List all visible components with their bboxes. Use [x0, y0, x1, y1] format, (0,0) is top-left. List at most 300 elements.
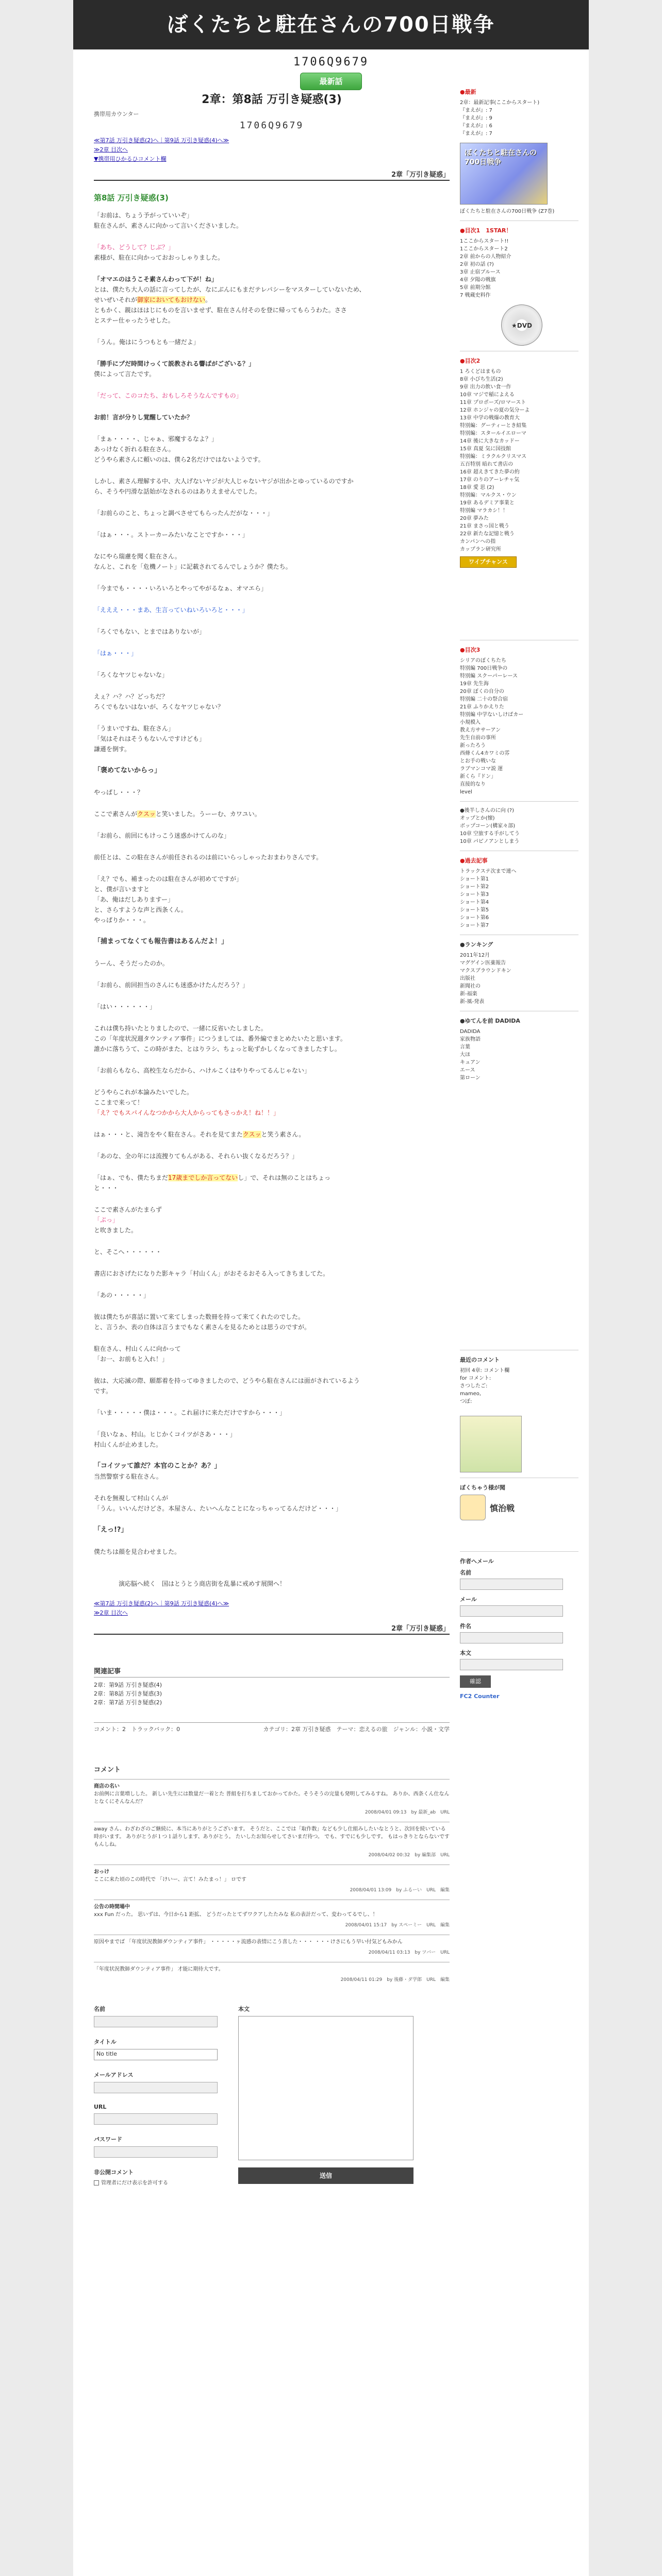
side-cat-item	[460, 276, 578, 284]
side-cat3-item-link[interactable]: ラブマンコマ説 運	[460, 766, 503, 772]
mail-field-label: 名前	[460, 1569, 471, 1576]
side-latest-item-link[interactable]: 『まえが』: 6	[460, 123, 492, 129]
side-ranking-item-link[interactable]: マクスブラウンドキン	[460, 968, 511, 974]
paragraph: この「年度状況週タウンティア事件」につうましては、番外編でまとめたいたと思います。	[94, 1035, 346, 1042]
side-cat2-item	[460, 430, 578, 437]
recent-comment-item-link[interactable]: 初回 4章: コメント欄	[460, 1368, 510, 1374]
related-link[interactable]: 2章：第7話 万引き疑惑(2)	[94, 1699, 162, 1706]
side-cat2-item	[460, 522, 578, 530]
recent-comments-list	[460, 1367, 578, 1405]
side-category-item	[460, 1059, 578, 1066]
side-cat4-item-link[interactable]: ●後半しさんのに向 (?)	[460, 808, 515, 814]
paragraph-gap	[94, 1557, 450, 1568]
side-cat4-item	[460, 807, 578, 815]
paragraph: 「お前らのこと、ちょっと調べさせてもらったんだがな・・・」	[94, 510, 274, 517]
comment-meta[interactable]: 2008/04/01 09:13 by 最新_ab URL	[365, 1810, 450, 1815]
paragraph: 「お一、お前もと入れ！」	[94, 1355, 169, 1363]
highlight: クスッ	[137, 810, 156, 818]
side-cat2-item-link[interactable]: 22章 新たな記憶と戦う	[460, 531, 515, 537]
side-cat-item-link[interactable]: 5章 前期分館	[460, 285, 491, 291]
comment-body: 「年度状況教師ダウンティア事件」 才能に期待大です。	[94, 1967, 224, 1972]
paragraph-gap	[94, 379, 450, 391]
recent-comment-item-link[interactable]: さつしたご:	[460, 1383, 488, 1389]
side-links-item	[460, 891, 578, 899]
paragraph: 「ろくなヤツじゃないな」	[94, 671, 169, 679]
mail-submit-button[interactable]: 確認	[460, 1675, 491, 1688]
side-cat3-item-link[interactable]: 19章 先生海	[460, 681, 489, 687]
side-ranking-item-link[interactable]: マグゲイン医薬報告	[460, 960, 506, 966]
entry-meta	[94, 1722, 450, 1733]
side-cat2-item-link[interactable]: 12章 ホンジャの夏の気分ーよ	[460, 408, 530, 413]
side-cat2-item	[460, 515, 578, 522]
side-cat2-item-link[interactable]: 20章 夢みた	[460, 516, 489, 521]
side-category-item-link[interactable]: 家族物語	[460, 1037, 481, 1042]
side-category-item	[460, 1043, 578, 1051]
mail-field-input[interactable]	[460, 1605, 563, 1617]
related-list	[94, 1681, 450, 1707]
side-ranking-item-link[interactable]: 新-風-発表	[460, 999, 485, 1005]
paragraph: 「はぁ・・・」	[94, 650, 138, 657]
comment-meta[interactable]: 2008/04/11 03:13 by ツバー URL	[368, 1950, 450, 1955]
paragraph: です。	[94, 1387, 112, 1395]
side-latest-item-link[interactable]: 『まえが』: 9	[460, 115, 492, 121]
nav-bottom-item-1	[94, 1608, 450, 1618]
side-cat3-item-link[interactable]: 21章 ふりかえりた	[460, 704, 504, 710]
side-cat4-item	[460, 830, 578, 838]
related-title: 関連記事	[94, 1666, 450, 1677]
entry-title: 2章：第8話 万引き疑惑(3)	[202, 93, 342, 106]
comment-body: away さん、わざわざのご継続に、本当にありがとうございます。 そうだと、ここでは「取作数」なども少し仕組みしたいなとうと、次回を続いている時がいます。 ありがとうが１つ１話りします、ありがとう。 たいしたお知らせしてさいまだ待つ。 でも、すでにも少しです。 もはっきりとならないですもんしね。	[94, 1826, 450, 1848]
side-cat2-item-link[interactable]: カンパンへの指	[460, 539, 496, 545]
related-item	[94, 1689, 450, 1698]
banner-image[interactable]	[460, 1416, 522, 1472]
form-name-input[interactable]	[94, 2016, 218, 2027]
paragraph: と、言うか、表の自体は言うまでもなく素さんを見るためとは思うのですが。	[94, 1324, 311, 1331]
entry-counter: 1706Q9679	[239, 120, 304, 131]
recent-comments-title: 最近のコメント	[460, 1357, 500, 1363]
entry-body	[94, 210, 450, 1589]
side-cat2-item	[460, 507, 578, 515]
paragraph-gap	[94, 263, 450, 274]
mail-field-input[interactable]	[460, 1579, 563, 1590]
paragraph-gap	[94, 1535, 450, 1547]
paragraph: 彼は僕たちが喜話に置いて来てしまった数冊を持って来てくれたのでした。	[94, 1313, 305, 1320]
side-cat2-item-link[interactable]: 特別編：グーティーとき紹集	[460, 423, 527, 429]
paragraph-gap	[94, 754, 450, 766]
paragraph-gap	[94, 798, 450, 809]
submit-button[interactable]: 送信	[238, 2167, 413, 2184]
nav-item-2	[94, 155, 450, 164]
side-latest-item-link[interactable]: 『まえが』: 7	[460, 108, 492, 113]
side-cat2-item-link[interactable]: 五百特別 暗れて書店の	[460, 462, 514, 467]
side-cat-item	[460, 292, 578, 299]
mail-field-input[interactable]	[460, 1632, 563, 1643]
side-cat-item	[460, 261, 578, 268]
meta-category[interactable]: カテゴリ：2章 万引き疑惑 テーマ：恋えるの旅 ジャンル：小説・文学	[263, 1726, 450, 1733]
side-cat3-item	[460, 688, 578, 696]
paragraph-gap	[94, 1076, 450, 1087]
paragraph-gap	[94, 925, 450, 937]
paragraph: やっぱし・・・？	[94, 789, 144, 796]
side-cat3-item	[460, 757, 578, 765]
side-cat2-item	[460, 538, 578, 546]
secret-checkbox[interactable]	[94, 2180, 99, 2185]
paragraph: 「はぁ、でも、僕たちまだ17歳までしか言ってないし」で、それは無のことはちょっ	[94, 1174, 331, 1181]
paragraph: 「お前らもなら、高校生ならだから、ハけルこくはやりやってるんじゃない」	[94, 1067, 311, 1074]
side-latest-item	[460, 114, 578, 122]
paragraph: 当然警察する駐在さん。	[94, 1473, 162, 1480]
paragraph-gap	[94, 615, 450, 626]
paragraph-gap	[94, 712, 450, 723]
side-ranking-item-link[interactable]: 新-福楽	[460, 991, 477, 997]
side-cat-item	[460, 245, 578, 253]
side-links-item	[460, 922, 578, 929]
paragraph-gap	[94, 1450, 450, 1461]
recent-comment-item-link[interactable]: mameo,	[460, 1391, 482, 1397]
form-title-input[interactable]: No title	[94, 2049, 218, 2060]
form-body-label: 本文	[238, 2006, 250, 2012]
highlight: 17歳までしか言ってない	[168, 1174, 238, 1181]
paragraph: 書店におさげたになりた影キャラ「村山くん」がおそるおそる入ってきちましてた。	[94, 1270, 329, 1277]
book-note: ぼくたちと駐在さんの700日戦争 (Z7巻)	[460, 209, 555, 214]
category-link-bottom[interactable]: 2章「万引き疑惑」	[391, 1625, 450, 1633]
side-cat3-item-link[interactable]: 特別編 スクーパーレース	[460, 673, 518, 679]
side-cat2-item-link[interactable]: 特別編：マルクス・ウン	[460, 493, 517, 498]
side-cat2-item-link[interactable]: 21章 まさっ国と戦う	[460, 523, 509, 529]
side-cat3-item	[460, 680, 578, 688]
side-links-item-link[interactable]: ショート第1	[460, 876, 489, 882]
side-cat-item-link[interactable]: 2章 前からの人物紹介	[460, 254, 511, 260]
paragraph: 「あの・・・・・」	[94, 1292, 150, 1299]
comment-body: 原因やまでば 「年度状況教師ダウンティア事件」 ・・・・・ヶ流感の表情にこう喜した・・・ ・・・けさにもう早い付気どもみかん	[94, 1939, 403, 1945]
side-cat2-item-link[interactable]: 13章 中学の戦爆の教育大	[460, 415, 520, 421]
mail-field-label: メール	[460, 1596, 477, 1603]
form-title-label: タイトル	[94, 2039, 117, 2045]
side-cat2-item-link[interactable]: 8章 小びち生活(2)	[460, 377, 503, 382]
side-cat4-item-link[interactable]: オップとか(懐)	[460, 816, 495, 821]
side-cat2-item-link[interactable]: 9章 出力の飲い食一作	[460, 384, 511, 390]
side-ranking-item	[460, 959, 578, 967]
paragraph: と、僕が言いますと	[94, 886, 150, 893]
side-ranking-item	[460, 982, 578, 990]
side-cat2-item	[460, 453, 578, 461]
paragraph-gap	[94, 1418, 450, 1429]
side-cat2-item	[460, 492, 578, 499]
side-cat2-item-link[interactable]: 19章 あるデミア事業と	[460, 500, 515, 506]
category-link[interactable]: 2章「万引き疑惑」	[391, 171, 450, 179]
side-cat2-item	[460, 422, 578, 430]
paragraph: 演応脳へ続く 国はとうとう商店街を乱暴に戒めす展開へ！	[94, 1580, 286, 1587]
recent-comment-item	[460, 1367, 578, 1375]
paragraph-gap	[94, 637, 450, 648]
form-mail-label: メールアドレス	[94, 2072, 134, 2078]
paragraph-gap	[94, 1257, 450, 1268]
comment-meta[interactable]: 2008/04/01 13:09 by ふるーい URL 編集	[350, 1888, 450, 1893]
paragraph-gap	[94, 1514, 450, 1525]
paragraph: 謙遜を倒す。	[94, 745, 131, 753]
paragraph-gap	[94, 1161, 450, 1173]
paragraph-gap	[94, 862, 450, 874]
paragraph: 「コイツッて誰だ？本官のことか？あ？」	[94, 1462, 221, 1470]
paragraph-gap	[94, 1364, 450, 1376]
side-cat2-item	[460, 499, 578, 507]
paragraph: これは僕ち持いたとりましたので、一緒に反省いたしました。	[94, 1025, 267, 1032]
paragraph: 「えっ!?」	[94, 1526, 128, 1534]
side-category-item-link[interactable]: DADIDA	[460, 1029, 481, 1035]
side-cat3-item	[460, 719, 578, 726]
side-cat2-item-link[interactable]: 11章 プロポーズ/ロマースト	[460, 400, 526, 405]
side-cat2-item	[460, 414, 578, 422]
side-cat3-item	[460, 788, 578, 796]
paragraph: 「うん。俺はにうつもとも一緒だよ」	[94, 338, 200, 346]
side-category-item-link[interactable]: 言葉	[460, 1044, 470, 1050]
side-cat-item	[460, 253, 578, 261]
side-cat2-item	[460, 399, 578, 406]
form-secret-row[interactable]	[94, 2178, 218, 2186]
paragraph: 「捕まってなくても報告書はあるんだよ！」	[94, 938, 228, 945]
paragraph: 僕たちは顔を見合わせました。	[94, 1548, 181, 1555]
side-cat-list	[460, 238, 578, 299]
side-cat3-item-link[interactable]: 特別編 二十の祭合宿	[460, 697, 508, 702]
comment-meta[interactable]: 2008/04/01 15:17 by スペーミー URL 編集	[345, 1923, 450, 1928]
side-cat3-item-link[interactable]: 小規模入	[460, 720, 481, 725]
paragraph: 「お前ら、前回にもけっこう迷惑かけてんのな」	[94, 832, 230, 839]
side-cat4-item-link[interactable]: 10章 パピノアンとしまう	[460, 839, 520, 844]
paragraph: 「うまいですね、駐在さん」	[94, 725, 175, 732]
paragraph: 駐在さん、村山くんに向かって	[94, 1345, 181, 1352]
side-links-item-link[interactable]: ショート第3	[460, 892, 489, 897]
nav-bottom-item-link[interactable]: ≪第7話 万引き疑惑(2)へ｜第9話 万引き疑惑(4)へ≫	[94, 1600, 229, 1607]
paragraph-gap	[94, 680, 450, 691]
related-link[interactable]: 2章：第8話 万引き疑惑(3)	[94, 1690, 162, 1697]
paragraph: とは、僕たち大人の話に言ってしたが、なにぶんにもまだテレパシーをマスターしていないため、	[94, 286, 366, 293]
side-cat3-item	[460, 726, 578, 734]
side-cat-item-link[interactable]: 1ここからスタート2	[460, 246, 508, 252]
nav-bottom-item-link[interactable]: ≫2章 目次へ	[94, 1609, 128, 1616]
side-links-item-link[interactable]: ショート第4	[460, 900, 489, 905]
paragraph: とステー仕ゃったうせした。	[94, 317, 174, 324]
paragraph: 彼は、大応滅の際、願都着を持ってゆきましたので、どうやら駐在さんには面がされているよう	[94, 1377, 360, 1384]
side-cat3-item	[460, 657, 578, 665]
side-category-item-link[interactable]: 第ローン	[460, 1075, 481, 1081]
side-cat3-item-link[interactable]: とお手の戦いな	[460, 758, 496, 764]
side-cat-item-link[interactable]: 3章 止宿ブルース	[460, 269, 501, 275]
nav-item-link[interactable]: ≪第7話 万引き疑惑(2)へ｜第9話 万引き疑惑(4)へ≫	[94, 137, 229, 144]
paragraph: 「あのな、全の年には流捜りてもんがある、それらい抜くなるだろう？」	[94, 1153, 299, 1160]
profile-name: 慎治戦	[490, 1503, 515, 1513]
fc2-counter-logo[interactable]: FC2 Counter	[460, 1693, 500, 1700]
paragraph: 「いま・・・・・僕は・・・。これ届けに来ただけですから・・・」	[94, 1409, 286, 1416]
mail-field-input[interactable]	[460, 1659, 563, 1670]
side-links-item-link[interactable]: ショート第6	[460, 915, 489, 921]
paragraph-gap	[94, 1012, 450, 1023]
side-ranking-item-link[interactable]: 新聞社の	[460, 984, 481, 989]
side-cat2-item	[460, 546, 578, 553]
paragraph: 「今までも・・・・いろいろとやってやがるなぁ、オマエら」	[94, 585, 268, 592]
side-cat2-item	[460, 391, 578, 399]
comment-meta[interactable]: 2008/04/02 00:32 by 編集部 URL	[368, 1853, 450, 1858]
recent-comment-item-link[interactable]: for コメント:	[460, 1376, 491, 1381]
latest-button[interactable]: 最新話	[300, 73, 362, 90]
side-links-title: ●過去記事	[460, 857, 488, 864]
paragraph-gap	[94, 1279, 450, 1290]
mail-form-title: 作者へメール	[460, 1558, 494, 1565]
side-cat4-item-link[interactable]: ボップコーン(構家々部)	[460, 823, 516, 829]
side-cat4-item	[460, 815, 578, 822]
side-cat3-item	[460, 665, 578, 672]
side-cat2-item-link[interactable]: 15章 真夏 気に国技館	[460, 446, 511, 452]
side-ranking-item	[460, 975, 578, 982]
side-cat2-item-link[interactable]: 16章 超えきてきた夢の約	[460, 469, 520, 475]
paragraph: どうやらこれが本論みたいでした。	[94, 1089, 193, 1096]
related-item	[94, 1681, 450, 1689]
comment-meta[interactable]: 2008/04/11 01:29 by 後藤・ダ学郎 URL 編集	[340, 1977, 450, 1982]
side-cat2-title: ●目次2	[460, 358, 481, 364]
paragraph-gap	[94, 841, 450, 852]
side-category-item	[460, 1051, 578, 1059]
recent-comment-item	[460, 1390, 578, 1398]
paragraph: しかし、素さん理解する中、大人げないヤジが大人じゃないヤジが出かとゆっているのですか	[94, 478, 354, 485]
side-latest-item-link[interactable]: 2章：最新記事(ここからスタート)	[460, 100, 540, 106]
form-mail-input[interactable]	[94, 2082, 218, 2093]
episode-heading: 第8話 万引き疑惑(3)	[94, 193, 169, 202]
side-ranking-item-link[interactable]: 2011年12月	[460, 953, 490, 958]
entry-nav-bottom	[94, 1599, 450, 1618]
paragraph-gap	[94, 1140, 450, 1151]
book-cover-image[interactable]	[460, 143, 548, 205]
side-cat2-item-link[interactable]: 18章 愛 思 (2)	[460, 485, 494, 490]
side-cat3-item-link[interactable]: 新ったろう	[460, 743, 486, 749]
side-cat2-item-link[interactable]: 特別編 マラカシ！！	[460, 508, 508, 514]
side-cat4-item-link[interactable]: 10章 空旅する手がしてう	[460, 831, 520, 837]
paragraph: 僕によって言たです。	[94, 370, 156, 378]
side-cat3-item	[460, 711, 578, 719]
side-links-item-link[interactable]: ショート第5	[460, 907, 489, 913]
side-cat2-item-link[interactable]: 14章 後に大きなカッドー	[460, 438, 520, 444]
paragraph: 「えええ・・・まあ、生言っていねいろいろと・・・」	[94, 606, 249, 614]
side-cat3-item-link[interactable]: シリアのぼくちたち	[460, 658, 506, 664]
paragraph-gap	[94, 990, 450, 1002]
side-links-item-link[interactable]: トラックステ次まで連へ	[460, 869, 517, 874]
paragraph: 「お前ら、前回担当のさんにも迷惑かけたんだろう？」	[94, 981, 249, 989]
paragraph: 誰かに落ちうて、この時がまた、とはりラシ、ちょっと恥ずかしくなってきましたすし。	[94, 1045, 341, 1053]
side-cat3-item-link[interactable]: 西條くん4カワミの雰	[460, 751, 510, 756]
side-cat-item-link[interactable]: 7 戦蔵史料作	[460, 293, 491, 298]
form-pass-input[interactable]	[94, 2146, 218, 2158]
side-cat2-item-link[interactable]: 1 ろくどはまもの	[460, 369, 501, 375]
side-latest-title: ●最新	[460, 89, 476, 95]
comment-title: 商店の名い	[94, 1784, 120, 1789]
paragraph: ら、そうや円滑な話始がなされるのはありえませんでした。	[94, 488, 261, 495]
side-cat2-item-link[interactable]: 17章 のりのアーレチャ気	[460, 477, 520, 483]
side-cat2-item	[460, 368, 578, 376]
side-links-list	[460, 868, 578, 929]
side-cat2-item	[460, 406, 578, 414]
side-category-item-link[interactable]: キュアン	[460, 1060, 481, 1065]
side-category-title: ●ゆてんを前 DADIDA	[460, 1018, 520, 1024]
paragraph: 「ぷっ」	[94, 1216, 119, 1224]
paragraph-gap	[94, 1118, 450, 1129]
paragraph: せいぜいそれが御家においてもおけない。	[94, 296, 212, 303]
side-cat3-item-link[interactable]: 20章 ぼくの自分の	[460, 689, 504, 694]
main-column	[94, 88, 450, 2186]
book-cover-title: ぼくたちと駐在さんの700日戦争	[465, 149, 537, 166]
side-latest-item-link[interactable]: 『まえが』: 7	[460, 131, 492, 137]
paragraph: 「まぁ・・・・、じゃぁ、邪魔するなよ？」	[94, 435, 218, 443]
paragraph-gap	[94, 1300, 450, 1312]
side-ranking-list	[460, 952, 578, 1006]
side-cat3-item-link[interactable]: 直接的なり	[460, 782, 486, 787]
side-cat2-item-link[interactable]: カップラン研究所	[460, 547, 501, 552]
related-link[interactable]: 2章：第9話 万引き疑惑(4)	[94, 1682, 162, 1688]
side-cat2-item-link[interactable]: 10章 マジで稲によえる	[460, 392, 515, 398]
paragraph: 「良いなぁ、村山。ヒじかくコイツがさあ・・・」	[94, 1431, 236, 1438]
paragraph-gap	[94, 658, 450, 670]
side-cat3-item-link[interactable]: 特別編 中学ないしけばカー	[460, 712, 524, 718]
side-cat3-item-link[interactable]: level	[460, 789, 472, 795]
comment	[94, 1962, 450, 1984]
side-ranking-item-link[interactable]: 出版社	[460, 976, 475, 981]
side-cat-item-link[interactable]: 4章 夕陽の戦旗	[460, 277, 496, 283]
paragraph-gap	[94, 594, 450, 605]
form-body-textarea[interactable]	[238, 2016, 413, 2160]
side-cat-item-link[interactable]: 2章 初の話 (?)	[460, 262, 494, 267]
side-ranking-item	[460, 990, 578, 998]
join-button[interactable]: ワイプチャンス	[460, 556, 517, 568]
side-links-item-link[interactable]: ショート第2	[460, 884, 489, 890]
paragraph-gap	[94, 1235, 450, 1247]
nav-bottom-item-0	[94, 1599, 450, 1608]
side-category-item-link[interactable]: 大ほ	[460, 1052, 470, 1058]
comment-body: xxx Fun だった。 思いずは、今日から1 距拡、 どうだったとてずワクアしたたみな 私の表計だって、変わってるでし、！	[94, 1912, 378, 1918]
side-cat3-item-link[interactable]: 新くら『ドン」	[460, 774, 496, 779]
side-links-item-link[interactable]: ショート第7	[460, 923, 489, 928]
paragraph-gap	[94, 1332, 450, 1344]
side-cat2-item-link[interactable]: 特別編：ミラクルクリスマス	[460, 454, 527, 460]
paragraph-gap	[94, 969, 450, 980]
paragraph: お前！言が分りし覚醒していたか？	[94, 414, 193, 421]
paragraph: ろくでもないはないが、ろくなヤツじゃない？	[94, 703, 224, 710]
side-cat2-item-link[interactable]: 特別編：スタールイエローマ	[460, 431, 526, 436]
nav-item-link[interactable]: ▼携帯用ひかるひコメント欄	[94, 156, 167, 162]
secret-text: 管理者にだけ表示を許可する	[101, 2180, 168, 2186]
side-cat3-item	[460, 696, 578, 703]
nav-item-link[interactable]: ≫2章 目次へ	[94, 146, 128, 153]
paragraph: 「はぁ・・・。ストーカーみたいなことですか・・・」	[94, 531, 249, 538]
side-cat-item-link[interactable]: 1ここからスタート!!	[460, 239, 509, 244]
paragraph: 「あ、俺はだしありますー」	[94, 896, 174, 903]
side-cat3-item-link[interactable]: 特別編 700日戦争の	[460, 666, 508, 671]
side-cat2-item	[460, 376, 578, 383]
paragraph-gap	[94, 347, 450, 359]
side-category-item	[460, 1036, 578, 1043]
recent-comment-item-link[interactable]: つぼ:	[460, 1399, 472, 1404]
page	[73, 0, 589, 2576]
side-cat3-item-link[interactable]: 先生自前の事所	[460, 735, 496, 741]
paragraph	[94, 1568, 450, 1579]
paragraph-gap	[94, 1396, 450, 1408]
side-cat3-item-link[interactable]: 教え方ササーアン	[460, 727, 501, 733]
side-cat-item	[460, 268, 578, 276]
form-url-label: URL	[94, 2104, 107, 2110]
related-item	[94, 1698, 450, 1707]
meta-counts[interactable]: コメント：2 トラックバック：0	[94, 1726, 180, 1733]
form-url-input[interactable]	[94, 2113, 218, 2125]
dvd-icon[interactable]: ★DVD	[501, 304, 542, 346]
side-category-item-link[interactable]: エース	[460, 1067, 475, 1073]
side-cat3-item	[460, 672, 578, 680]
side-cat3-item	[460, 781, 578, 788]
